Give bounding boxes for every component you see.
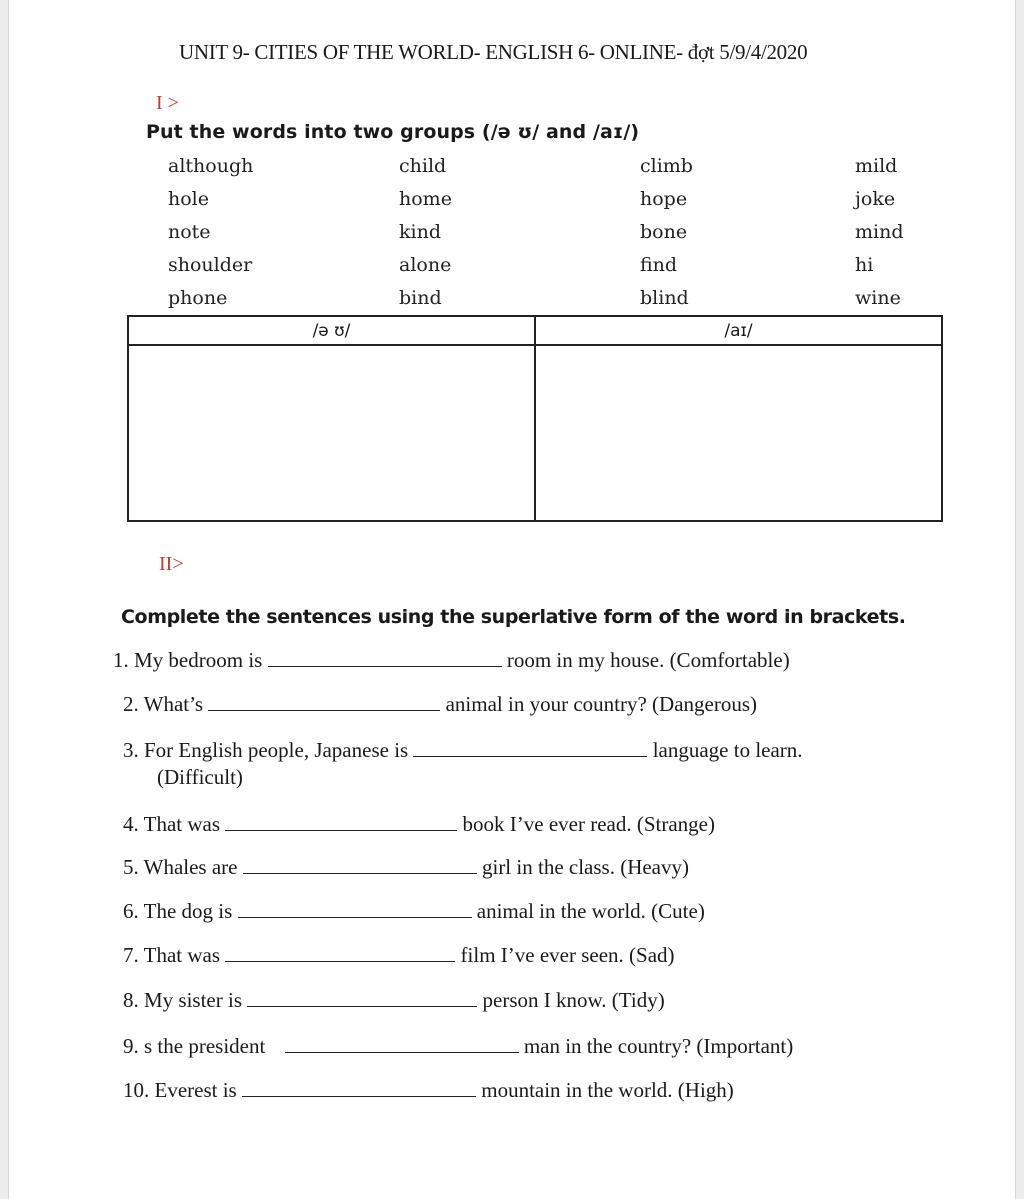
word: shoulder bbox=[168, 254, 253, 276]
question-text-after: language to learn. bbox=[652, 738, 803, 762]
word: phone bbox=[168, 287, 228, 309]
question-text-before: s the president bbox=[144, 1034, 266, 1058]
question-number: 1. bbox=[113, 648, 129, 672]
word: alone bbox=[399, 254, 452, 276]
question-6 bbox=[123, 899, 705, 924]
question-number: 10. bbox=[123, 1078, 150, 1102]
question-number: 2. bbox=[123, 692, 139, 716]
answer-cell-ou[interactable] bbox=[128, 345, 535, 521]
word: blind bbox=[640, 287, 689, 309]
word: note bbox=[168, 221, 211, 243]
answer-blank[interactable] bbox=[285, 1034, 519, 1053]
question-number: 7. bbox=[123, 943, 139, 967]
word: climb bbox=[640, 155, 693, 177]
word: mild bbox=[855, 155, 898, 177]
question-10 bbox=[123, 1078, 734, 1103]
word: child bbox=[399, 155, 447, 177]
word: find bbox=[640, 254, 678, 276]
answer-blank[interactable] bbox=[238, 899, 472, 918]
question-text-after: film I’ve ever seen. (Sad) bbox=[460, 943, 675, 967]
word: bone bbox=[640, 221, 688, 243]
question-number: 9. bbox=[123, 1034, 139, 1058]
answer-blank[interactable] bbox=[242, 1078, 476, 1097]
section-1-label: I > bbox=[156, 92, 179, 114]
question-text-after: mountain in the world. (High) bbox=[481, 1078, 734, 1102]
question-text-before: What’s bbox=[143, 692, 204, 716]
word: kind bbox=[399, 221, 441, 243]
question-2 bbox=[123, 692, 757, 717]
page-title: UNIT 9- CITIES OF THE WORLD- ENGLISH 6- ONLINE- đợt 5/9/4/2020 bbox=[179, 40, 808, 64]
column-header-ou: /ə ʊ/ bbox=[128, 316, 535, 345]
question-number: 5. bbox=[123, 855, 139, 879]
question-text-before: Everest is bbox=[154, 1078, 237, 1102]
question-text-after: book I’ve ever read. (Strange) bbox=[462, 812, 715, 836]
question-text-before: The dog is bbox=[143, 899, 233, 923]
worksheet-page bbox=[8, 0, 1016, 1199]
question-text-after: room in my house. (Comfortable) bbox=[506, 648, 790, 672]
question-7 bbox=[123, 943, 675, 968]
word: hope bbox=[640, 188, 688, 210]
answer-blank[interactable] bbox=[243, 855, 477, 874]
question-text-after: man in the country? (Important) bbox=[523, 1034, 794, 1058]
question-text-before: My sister is bbox=[144, 988, 243, 1012]
answer-blank[interactable] bbox=[225, 943, 455, 962]
question-text-after: animal in your country? (Dangerous) bbox=[445, 692, 758, 716]
question-number: 3. bbox=[123, 738, 139, 762]
question-text-before: Whales are bbox=[143, 855, 238, 879]
question-number: 8. bbox=[123, 988, 139, 1012]
question-text-before: That was bbox=[143, 943, 221, 967]
word: although bbox=[168, 155, 254, 177]
question-4 bbox=[123, 812, 715, 837]
sound-groups-table bbox=[127, 315, 943, 522]
question-text-before: That was bbox=[143, 812, 221, 836]
section-2-instruction: Complete the sentences using the superlative form of the word in brackets. bbox=[121, 606, 906, 628]
question-number: 6. bbox=[123, 899, 139, 923]
word: home bbox=[399, 188, 452, 210]
answer-blank[interactable] bbox=[225, 812, 457, 831]
question-9 bbox=[123, 1034, 793, 1059]
word: bind bbox=[399, 287, 442, 309]
word: joke bbox=[855, 188, 896, 210]
question-text-after: person I know. (Tidy) bbox=[482, 988, 665, 1012]
question-5 bbox=[123, 855, 689, 880]
answer-blank[interactable] bbox=[247, 988, 477, 1007]
answer-blank[interactable] bbox=[268, 648, 502, 667]
question-text-after: girl in the class. (Heavy) bbox=[481, 855, 690, 879]
question-text-before: My bedroom is bbox=[134, 648, 263, 672]
question-text-after: animal in the world. (Cute) bbox=[476, 899, 705, 923]
section-2-label: II> bbox=[159, 553, 184, 575]
column-header-ai: /aɪ/ bbox=[535, 316, 942, 345]
section-1-instruction: Put the words into two groups (/ə ʊ/ and /aɪ/) bbox=[146, 121, 640, 143]
question-1 bbox=[113, 648, 790, 673]
word: mind bbox=[855, 221, 904, 243]
question-3 bbox=[123, 738, 803, 763]
answer-blank[interactable] bbox=[208, 692, 440, 711]
question-3-continuation: (Difficult) bbox=[157, 765, 243, 789]
question-text-before: For English people, Japanese is bbox=[144, 738, 409, 762]
word: hi bbox=[855, 254, 874, 276]
question-8 bbox=[123, 988, 665, 1013]
word: wine bbox=[855, 287, 901, 309]
answer-cell-ai[interactable] bbox=[535, 345, 942, 521]
word: hole bbox=[168, 188, 209, 210]
answer-blank[interactable] bbox=[413, 738, 647, 757]
question-number: 4. bbox=[123, 812, 139, 836]
